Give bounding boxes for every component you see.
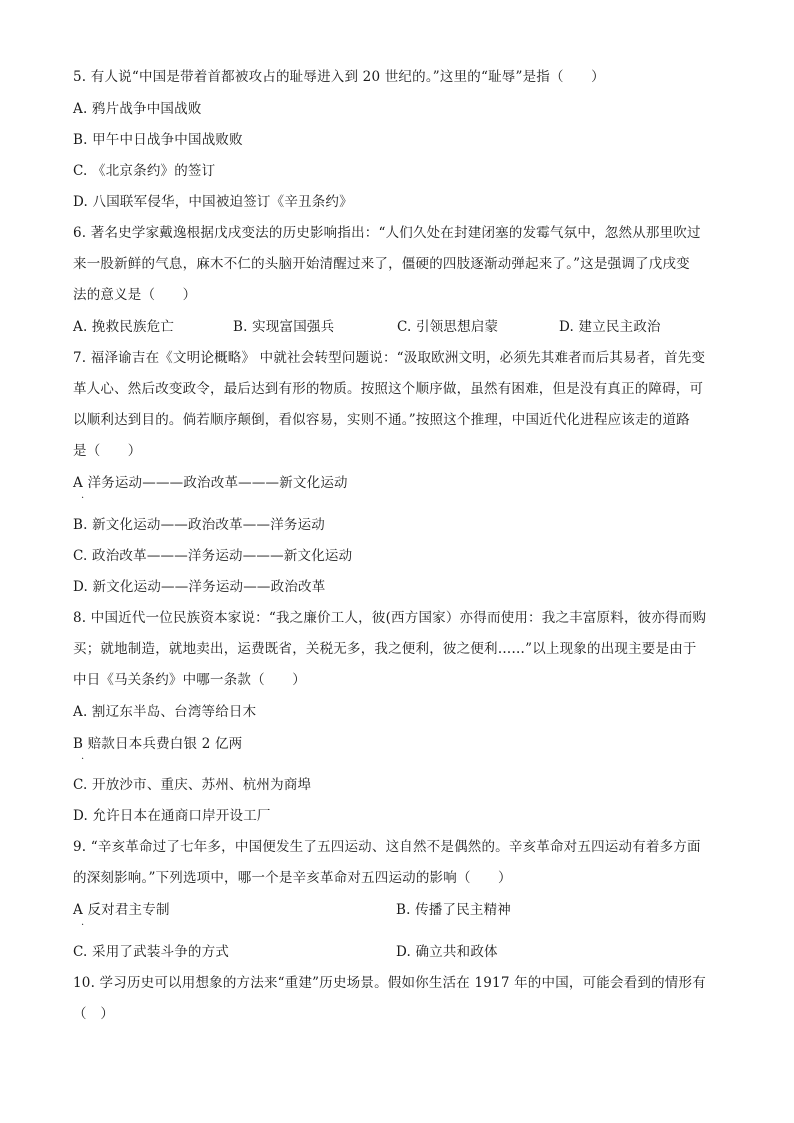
q7-option-a-dot: · <box>81 493 85 504</box>
q8-option-d: D. 允许日本在通商口岸开设工厂 <box>73 808 271 824</box>
q8-option-a: A. 割辽东半岛、台湾等给日木 <box>73 704 257 720</box>
q7-stem-line-4: 是（ ） <box>73 443 142 459</box>
q5-option-c: C. 《北京条约》的签订 <box>73 163 216 179</box>
q10-stem-line-2: （ ） <box>73 1006 115 1022</box>
q9-option-c: C. 采用了武装斗争的方式 <box>73 944 230 960</box>
q9-option-a-dot: · <box>81 920 85 931</box>
q9-stem-line-2: 的深刻影响。”下列选项中，哪一个是辛亥革命对五四运动的影响（ ） <box>73 870 512 886</box>
q9-option-b: B. 传播了民主精神 <box>396 902 512 918</box>
q6-stem-line-2: 来一股新鲜的气息，麻木不仁的头脑开始清醒过来了，僵硬的四肢逐渐动弹起来了。”这是强调了戊戌变 <box>73 256 690 272</box>
q5-option-b: B. 甲午中日战争中国战败败 <box>73 132 243 148</box>
q6-option-b: B. 实现富国强兵 <box>233 319 335 335</box>
q6-option-c: C. 引领思想启蒙 <box>397 319 499 335</box>
q7-option-c: C. 政治改革———洋务运动———新文化运动 <box>73 548 353 564</box>
q6-option-a: A. 挽救民族危亡 <box>73 319 175 335</box>
q5-option-a: A. 鸦片战争中国战败 <box>73 101 202 117</box>
q7-option-b: B. 新文化运动——政治改革——洋务运动 <box>73 517 326 533</box>
q8-stem-line-1: 8. 中国近代一位民族资本家说：“我之廉价工人，彼(西方国家）亦得而使用：我之丰富原料，彼亦得而购 <box>73 610 707 626</box>
q7-stem-line-3: 以顺利达到目的。倘若顺序颠倒，看似容易，实则不通。”按照这个推理，中国近代化进程应该走的道路 <box>73 412 690 428</box>
q7-stem-line-2: 革人心、然后改变政令，最后达到有形的物质。按照这个顺序做，虽然有困难，但是没有真正的障碍，可 <box>73 381 704 397</box>
q7-option-d: D. 新文化运动——洋务运动——政治改革 <box>73 579 326 595</box>
q10-stem-line-1: 10. 学习历史可以用想象的方法来“重建”历史场景。假如你生活在 1917 年的中国，可能会看到的情形有 <box>73 975 706 991</box>
q8-option-b: B 赔款日本兵费白银 2 亿两 <box>73 736 243 752</box>
q6-stem-line-1: 6. 著名史学家戴逸根据戊戌变法的历史影响指出：“人们久处在封建闭塞的发霉气氛中，忽然从那里吹过 <box>73 225 701 241</box>
q8-stem-line-3: 中日《马关条约》中哪一条款（ ） <box>73 672 306 688</box>
q6-stem-line-3: 法的意义是（ ） <box>73 287 197 303</box>
q5-stem: 5. 有人说“中国是带着首都被攻占的耻辱进入到 20 世纪的。”这里的“耻辱”是指（ ） <box>73 69 605 85</box>
q7-option-a: A 洋务运动———政治改革———新文化运动 <box>73 475 348 491</box>
q6-option-d: D. 建立民主政治 <box>559 319 661 335</box>
q7-stem-line-1: 7. 福泽谕吉在《文明论概略》 中就社会转型问题说：“汲取欧洲文明，必须先其难者而后其易者，首先变 <box>73 350 706 366</box>
q9-stem-line-1: 9. “辛亥革命过了七年多，中国便发生了五四运动、这自然不是偶然的。辛亥革命对五四运动有着多方面 <box>73 839 701 855</box>
q9-option-a: A 反对君主专制 <box>73 902 170 918</box>
q8-option-b-dot: · <box>81 754 85 765</box>
q8-stem-line-2: 买；就地制造，就地卖出，运费既省，关税无多，我之便利，彼之便利……”以上现象的出现主要是由于 <box>73 641 697 657</box>
q9-option-d: D. 确立共和政体 <box>396 944 498 960</box>
q8-option-c: C. 开放沙市、重庆、苏州、杭州为商埠 <box>73 777 312 793</box>
q5-option-d: D. 八国联军侵华，中国被迫签订《辛丑条约》 <box>73 194 353 210</box>
